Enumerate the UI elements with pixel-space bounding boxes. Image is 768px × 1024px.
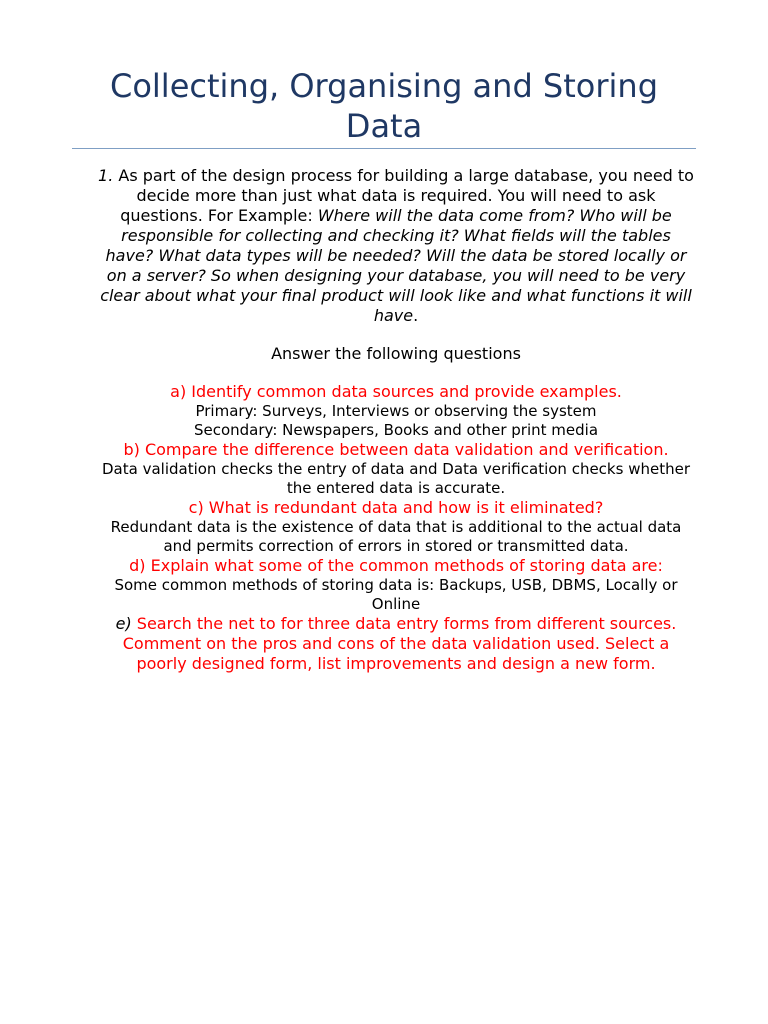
answer-c: Redundant data is the existence of data that is additional to the actual data and permits correction of errors in stored or transmitted data. — [110, 518, 682, 555]
question-b: b) Compare the difference between data validation and verification. — [123, 440, 669, 459]
question-e-text: Search the net to for three data entry forms from different sources. Comment on the pros and cons of the data validation used. Select a poorly designed form, list improvements and design a new form. — [122, 614, 677, 673]
page-title: Collecting, Organising and Storing Data — [109, 67, 658, 145]
answer-a-primary: Primary: Surveys, Interviews or observing the system — [195, 402, 597, 420]
intro-questions: Where will the data come from? Who will be responsible for collecting and checking it? What fields will the tables have? What data types will be needed? Will the data be stored locally or on a server? So when designing your database, you will need to be very clear about what your final product will look like and what functions it will have — [100, 206, 692, 325]
intro-paragraph — [96, 166, 696, 326]
question-d: d) Explain what some of the common methods of storing data are: — [129, 556, 663, 575]
question-list — [96, 382, 696, 674]
question-c: c) What is redundant data and how is it eliminated? — [188, 498, 604, 517]
question-a: a) Identify common data sources and provide examples. — [170, 382, 622, 401]
intro-number: 1. — [98, 166, 114, 185]
answer-b: Data validation checks the entry of data and Data verification checks whether the entered data is accurate. — [102, 460, 690, 497]
question-e — [96, 614, 696, 674]
intro-end: . — [413, 306, 419, 325]
instructions: Answer the following questions — [271, 344, 521, 363]
document-body — [96, 166, 696, 674]
answer-a-secondary: Secondary: Newspapers, Books and other print media — [193, 421, 599, 439]
title-divider — [72, 148, 696, 149]
question-e-label: e) — [115, 614, 132, 633]
intro-text: As part of the design process for building a large database, you need to decide more than just what data is required. You will need to ask questions. For Example: — [113, 166, 694, 225]
answer-d: Some common methods of storing data is: Backups, USB, DBMS, Locally or Online — [114, 576, 678, 613]
